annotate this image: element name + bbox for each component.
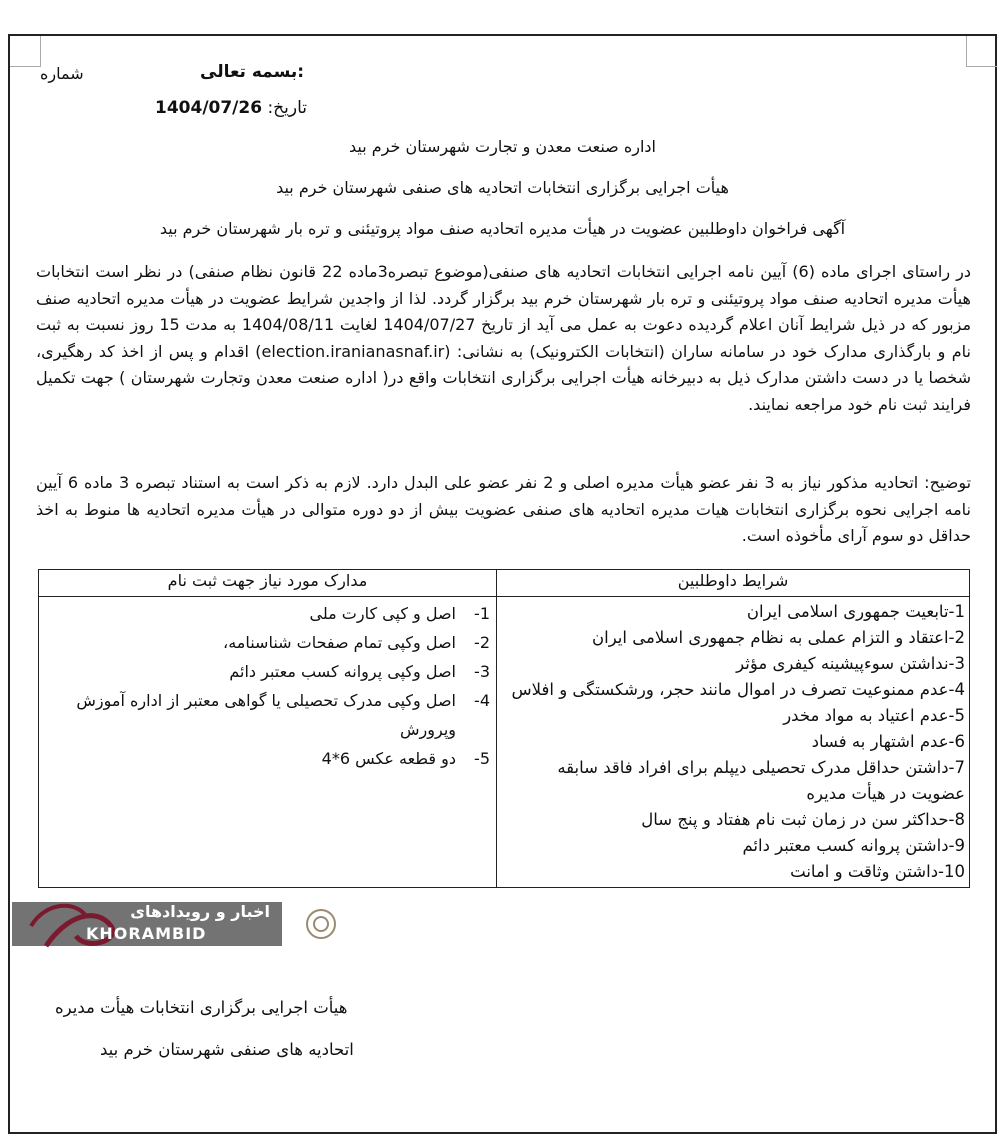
watermark-latin: KHORAMBID <box>86 924 207 943</box>
conditions-header: شرایط داوطلبین <box>497 570 970 597</box>
condition-item: 10-داشتن وثاقت و امانت <box>790 862 965 881</box>
condition-item: 9-داشتن پروانه کسب معتبر دائم <box>742 836 965 855</box>
document-number: 3- <box>474 662 490 681</box>
document-item <box>45 744 490 773</box>
corner-mark <box>966 36 997 67</box>
date-label: تاریخ: <box>267 98 308 118</box>
condition-item: 1-تابعیت جمهوری اسلامی ایران <box>746 602 965 621</box>
date-value: 1404/07/26 <box>155 98 263 118</box>
documents-header: مدارک مورد نیاز جهت ثبت نام <box>39 570 497 597</box>
requirements-table <box>38 569 970 888</box>
document-number: 1- <box>474 604 490 623</box>
document-number: 4- <box>474 691 490 710</box>
documents-cell <box>39 597 497 888</box>
board-title: هیأت اجرایی برگزاری انتخابات اتحادیه های صنفی شهرستان خرم بید <box>276 178 729 197</box>
document-item <box>45 628 490 657</box>
condition-item: 6-عدم اشتهار به فساد <box>811 732 965 751</box>
document-text: اصل وکپی پروانه کسب معتبر دائم <box>229 662 456 681</box>
document-text: اصل وکپی مدرک تحصیلی یا گواهی معتبر از اداره آموزش وپرورش <box>76 691 456 739</box>
document-item <box>45 657 490 686</box>
number-label: شماره <box>40 64 84 83</box>
watermark-title: اخبار و رویدادهای <box>130 902 270 921</box>
document-item <box>45 686 490 744</box>
condition-item: 3-نداشتن سوءپیشینه کیفری مؤثر <box>736 654 965 673</box>
document-item <box>45 599 490 628</box>
condition-item: 4-عدم ممنوعیت تصرف در اموال مانند حجر، ورشکستگی و افلاس <box>511 680 965 699</box>
document-text: دو قطعه عکس 6*4 <box>321 749 456 768</box>
document-text: اصل و کپی کارت ملی <box>309 604 456 623</box>
date-line <box>155 98 307 118</box>
document-number: 2- <box>474 633 490 652</box>
signature-line-1: هیأت اجرایی برگزاری انتخابات هیأت مدیره <box>55 998 348 1017</box>
signature-line-2: اتحادیه های صنفی شهرستان خرم بید <box>100 1040 354 1059</box>
corner-mark <box>10 36 41 67</box>
condition-item: 5-عدم اعتیاد به مواد مخدر <box>783 706 965 725</box>
condition-item: 2-اعتقاد و التزام عملی به نظام جمهوری اسلامی ایران <box>592 628 965 647</box>
condition-item: 7-داشتن حداقل مدرک تحصیلی دیپلم برای افراد فاقد سابقه عضویت در هیأت مدیره <box>557 758 965 803</box>
document-number: 5- <box>474 749 490 768</box>
news-watermark <box>12 896 332 956</box>
notice-title: آگهی فراخوان داوطلبین عضویت در هیأت مدیره اتحادیه صنف مواد پروتیئنی و تره بار شهرستان خرم بید <box>159 219 846 238</box>
paragraph-main: در راستای اجرای ماده (6) آیین نامه اجرایی انتخابات اتحادیه های صنفی(موضوع تبصره3ماده 22 قانون نظام صنفی) در نظر است انتخابات هیأت مدیره اتحادیه صنف مواد پروتیئنی و تره بار شهرستان خرم بید برگزار گردد. لذا از واجدین شرایط عضویت در هیأت مدیره اتحادیه صنف مزبور که در ذیل شرایط آنان اعلام گردیده دعوت به عمل می آید از تاریخ 1404/07/27 لغایت 1404/08/11 به مدت 15 روز نسبت به ثبت نام و بارگذاری مدارک خود در سامانه ساران (انتخابات الکترونیک) به نشانی: (election.iranianasnaf.ir) اقدام و پس از اخذ کد رهگیری، شخصا یا در دست داشتن مدارک ذیل به دبیرخانه هیأت اجرایی برگزاری انتخابات واقع در( اداره صنعت معدن وتجارت شهرستان ) جهت تکمیل فرایند ثبت نام خود مراجعه نمایند. <box>36 262 972 414</box>
condition-item: 8-حداکثر سن در زمان ثبت نام هفتاد و پنج سال <box>641 810 965 829</box>
bismillah: :بسمه تعالی <box>200 62 305 82</box>
document-text: اصل وکپی تمام صفحات شناسنامه، <box>223 633 456 652</box>
conditions-cell <box>497 597 970 888</box>
paragraph-note: توضیح: اتحادیه مذکور نیاز به 3 نفر عضو هیأت مدیره اصلی و 2 نفر عضو علی البدل دارد. لازم به ذکر است به استناد تبصره 3 ماده 6 آیین نامه اجرایی نحوه برگزاری انتخابات هیات مدیره اتحادیه های صنفی عضویت بیش از دو دوره متوالی در هیأت مدیره اتحادیه ها منوط به اخذ حداقل دو سوم آرای مأخوذه است. <box>36 473 972 545</box>
department-title: اداره صنعت معدن و تجارت شهرستان خرم بید <box>349 137 656 156</box>
